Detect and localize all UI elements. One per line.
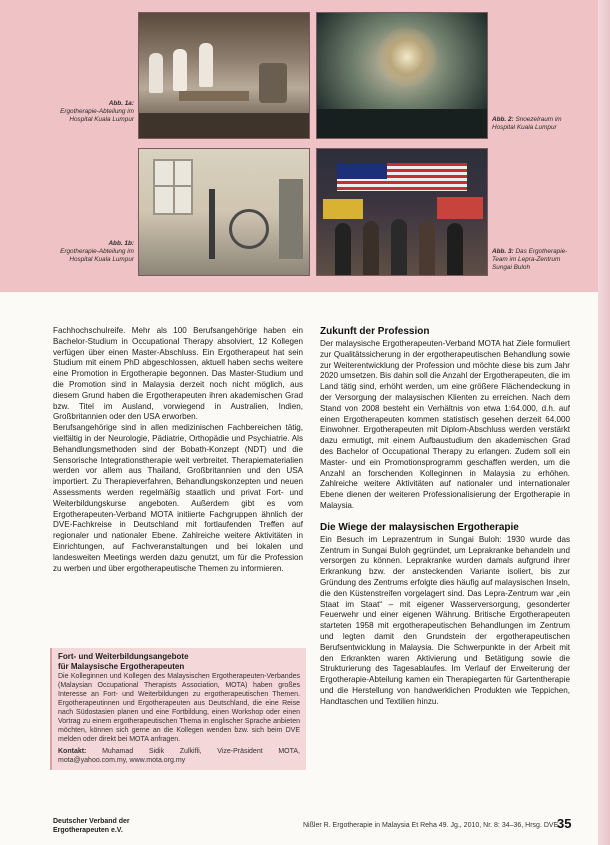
body-paragraph: Fachhochschulreife. Mehr als 100 Berufsangehörige haben ein Bachelor-Studium in Occupational Therapy absolviert, 12 Kollegen verfügen über einen Master-Abschluss. Ein Ergotherapeut hat sein Studium mit einem PhD abgeschlossen, aktuell haben sechs weitere eine Promotion in Ergotherapie begonnen. Das Master-Studium und die Promotion sind in Malaysia derzeit noch nicht möglich, aus diesem Grund haben die Ergotherapeuten ihren akademischen Grad bzw. Titel im Ausland, vorwiegend in Australien, Indien, Großbritannien oder den USA erworben. (53, 326, 303, 422)
info-box-contact: Kontakt: Muhamad Sidik Zulkifli, Vize-Präsident MOTA, mota@yahoo.com.my, www.mota.org.my (58, 748, 300, 764)
info-box-training (50, 648, 306, 770)
figure-caption-4: Abb. 3: Das Ergotherapie-Team im Lepra-Zentrum Sungai Buloh (492, 248, 568, 271)
footer-citation: Nißler R. Ergotherapie in Malaysia Et Reha 49. Jg., 2010, Nr. 8: 34–36, Hrsg. DVE (303, 822, 559, 829)
photo-snoezel-room (316, 12, 488, 139)
left-column (53, 326, 303, 574)
footer-organization: Deutscher Verband der Ergotherapeuten e.V. (53, 818, 130, 834)
figure-caption-1: Abb. 1a: Ergotherapie-Abteilung im Hospital Kuala Lumpur (60, 100, 134, 123)
photo-leprosy-centre-team (316, 148, 488, 276)
photo-ot-department-1 (138, 12, 310, 139)
info-box-title: Fort- und Weiterbildungsangebote für Malaysische Ergotherapeuten (58, 652, 189, 671)
section-heading-future: Zukunft der Profession (320, 326, 430, 337)
body-paragraph: Ein Besuch im Leprazentrum in Sungai Buloh: 1930 wurde das Zentrum in Sungai Buloh gegründet, um Leprakranke behandeln und versorgen zu können. Leprakranke wurden damals aufgrund ihrer Erkrankung bzw. der ansteckenden Variante isoliert, bis zur Gründung des Zentrums erfolgte dies häufig auf malaysischen Inseln, die den Küstenstreifen vorgelagert sind. Das Lepra-Zentrum war „ein Staat im Staat“ – mit eigener Wasserversorgung, gesonderter Feuerwehr und einer eigenen Währung. Britische Ergotherapeuten starteten 1958 mit ergotherapeutischen Behandlungen im Zentrum und legten damit den Grundstein der ergotherapeutischen Berufsentwicklung in Malaysia. Die Schwerpunkte in der Arbeit mit den Erkrankten waren Aktivierung und Betätigung sowie die Strukturierung des Tagesablaufes. Im Verlauf der Erweiterung der Ergotherapie-Abteilung kamen ein Therapiegarten für Gartentherapie und die Herstellung von handwerklichen Produkten wie Teppichen, Handtaschen und Textilien hinzu. (320, 534, 570, 706)
page-number: 35 (557, 816, 572, 831)
page-edge-band (598, 0, 610, 845)
figure-caption-2: Abb. 2: Snoezelraum im Hospital Kuala Lumpur (492, 116, 562, 131)
info-box-body: Die Kolleginnen und Kollegen des Malaysischen Ergotherapeuten-Verbandes (Malaysian Occupational Therapists Association, MOTA) haben großes Interesse an Fort- und Weiterbildungen zu ergotherapeutischen Themen. Ergotherapeutinnen und Ergotherapeuten aus Deutschland, die eine Reise nach Südostasien planen und eine Fortbildung, einen Workshop oder einen Vortrag zu einem ergotherapeutischen Thema in englischer Sprache anbieten möchten, können sich gerne an die Kollegen wenden bzw. sich beim DVE melden oder direkt bei MOTA anfragen. (58, 673, 300, 743)
photo-section (0, 0, 598, 292)
body-paragraph: Berufsangehörige sind in allen medizinischen Fachbereichen tätig, vielfältig in der Neurologie, Pädiatrie, Orthopädie und Psychiatrie. Als Behandlungsmethoden sind der Bobath-Konzept (NDT) und die Sensorische Integrationstherapie weit verbreitet. Therapiematerialien werden vor allem aus Thailand, Großbritannien und den USA importiert. Zu Therapieverfahren, Behandlungskonzepten und neuen Assessments werden regelmäßig staatlich und privat Fort- und Weiterbildungskurse angeboten. Außerdem gibt es vom Ergotherapeuten-Verband MOTA initiierte Fachgruppen ähnlich der DVE-Fachkreise in Deutschland mit fortlaufenden Treffen auf regionaler und nationaler Ebene. Zahlreiche weitere Aktivitäten in Einrichtungen, auf Fachveranstaltungen und bei lokalen und landesweiten Meetings werden dazu genutzt, um für die Profession zu werben und über ergotherapeutische Themen zu informieren. (53, 423, 303, 573)
figure-caption-3: Abb. 1b: Ergotherapie-Abteilung im Hospital Kuala Lumpur (60, 240, 134, 263)
photo-ot-department-2 (138, 148, 310, 276)
body-paragraph: Der malaysische Ergotherapeuten-Verband MOTA hat Ziele formuliert zur Qualitätssicherung in der ergotherapeutischen Behandlung sowie zur Weiterentwicklung der Profession und möchte diese bis zum Jahr 2020 umsetzen. Bis dahin soll die Anzahl der Ergotherapeuten, die im Land tätig sind, erhöht werden, um eine größere Flächendeckung in der Versorgung der malaysischen Klienten zu erreichen. Nach dem Stand von 2008 besteht ein Verhältnis von etwa 1:64.000, d.h. auf einen Ergotherapeuten kommen statistisch gesehen derzeit 64.000 Einwohner. Ergotherapeuten mit Diplom-Abschluss werden verstärkt dazu ermutigt, mit einem Aufbaustudium den akademischen Grad des Bachelor of Occupational Therapy zu erlangen. Zudem soll ein Master- und ein Promotionsprogramm geschaffen werden, um die Anzahl an forschenden Kolleginnen in Malaysia zu erhöhen. Zahlreiche weitere Aktivitäten auf nationaler und internationaler Ebene dienen der weiteren Professionalisierung der Ergotherapie in Malaysia. (320, 339, 570, 510)
section-heading-origin: Die Wiege der malaysischen Ergotherapie (320, 521, 519, 533)
right-column (320, 326, 570, 708)
